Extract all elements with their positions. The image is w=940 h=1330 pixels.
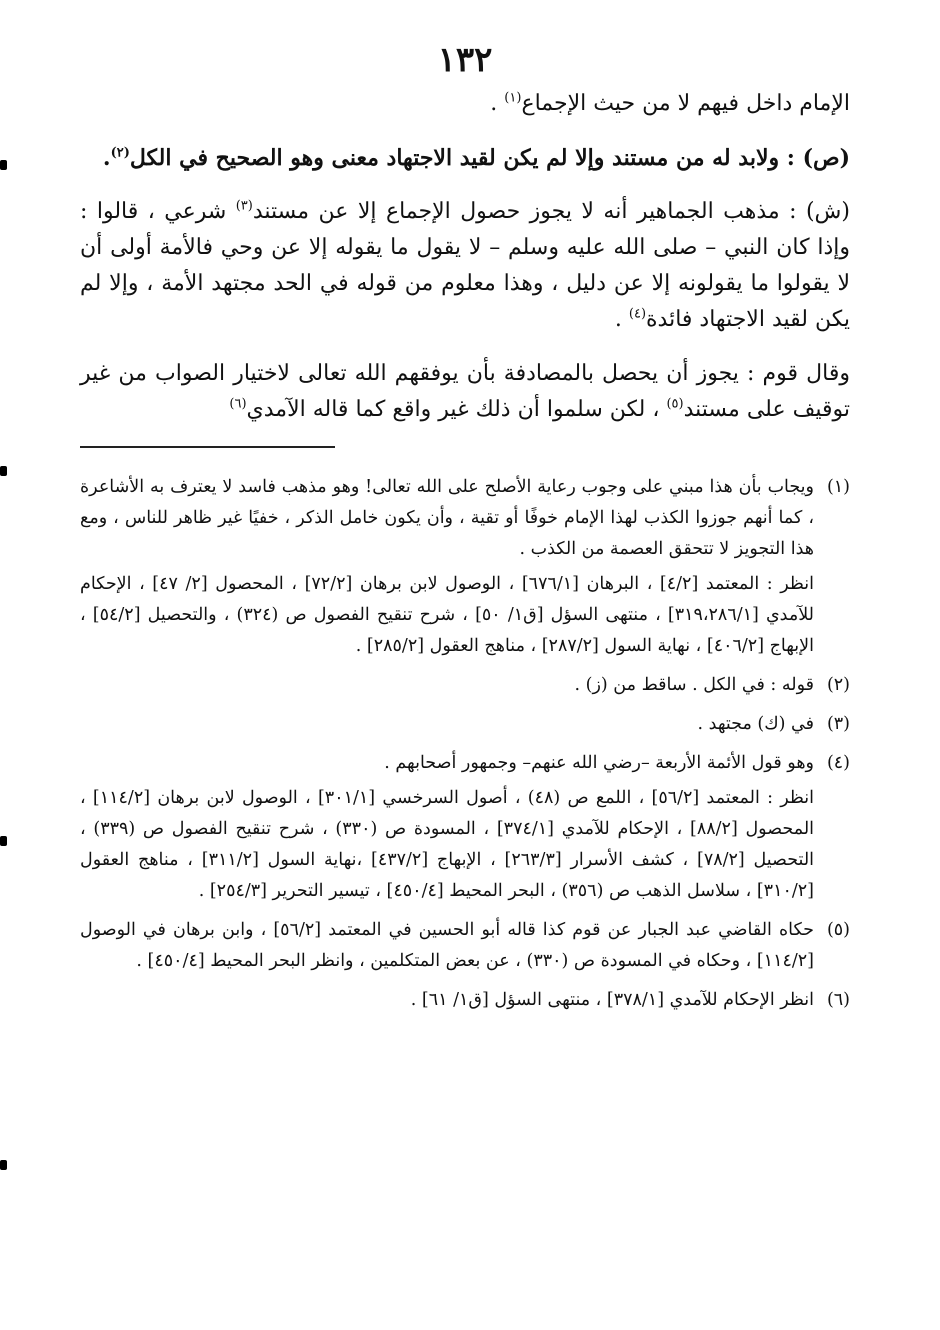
paragraph-text: الإمام داخل فيهم لا من حيث الإجماع (521, 91, 850, 116)
footnote-number: (٥) (826, 920, 850, 940)
footnote-references: انظر : المعتمد [٥٦/٢] ، اللمع ص (٤٨) ، أصول السرخسي [٣٠١/١] ، الوصول لابن برهان [١١٤/٢] ، المحصول [٨٨/٢] ، الإحكام للآمدي [٣٧٤/١] ، المسودة ص (٣٣٠) ، شرح تنقيح الفصول ص (٣٣٩) ، التحصيل [٧٨/٢] ، كشف الأسرار [٢٦٣/٣] ، الإبهاج [٤٣٧/٢] ،نهاية السول [٣١١/٢] ، مناهج العقول [٣١٠/٢] ، سلاسل الذهب ص (٣٥٦) ، البحر المحيط [٤٥٠/٤] ، تيسير التحرير [٢٥٤/٣] . (80, 788, 815, 901)
footnote (80, 472, 850, 662)
body-paragraph (80, 356, 850, 428)
footnote-number: (٦) (826, 990, 850, 1010)
page-number: ١٣٢ (437, 40, 493, 80)
footnote-ref[interactable]: (٤) (628, 306, 647, 322)
sharh-paragraph (80, 194, 850, 338)
matn-paragraph (80, 140, 850, 176)
footnote-ref[interactable]: (٦) (229, 396, 247, 412)
footnotes (80, 472, 850, 1016)
paragraph-text: شرعي ، قالوا : وإذا كان النبي – صلى الله عليه وسلم – لا يقول ما يقوله إلا عن وحي فالأمة أولى أن لا يقولوا ما يقولونه إلا عن دليل ، وهذا معلوم من قوله في الحد مجتهد الأمة ، وإلا لم يكن لقيد الاجتهاد فائدة (80, 199, 850, 332)
paragraph-text: وقال قوم : يجوز أن يحصل بالمصادفة بأن يوفقهم الله تعالى لاختيار الصواب من غير توقيف على مستند (80, 361, 850, 422)
paragraph-text: . (102, 145, 111, 171)
footnote-number: (١) (826, 477, 850, 497)
footnote-ref[interactable]: (١) (504, 90, 522, 106)
paragraph-text: ، لكن سلموا أن ذلك غير واقع كما قاله الآمدي (246, 397, 667, 422)
footnote (80, 670, 850, 701)
footnote-ref[interactable]: (٢) (110, 145, 130, 161)
footnote-number: (٤) (826, 753, 850, 773)
paragraph-text: (ش) : مذهب الجماهير أنه لا يجوز حصول الإجماع إلا عن مستند (252, 199, 850, 224)
footnote-text: وهو قول الأئمة الأربعة –رضي الله عنهم– وجمهور أصحابهم . (384, 753, 814, 773)
body-paragraph (80, 86, 850, 122)
footnote-text: في (ك) مجتهد . (697, 714, 814, 734)
footnote-ref[interactable]: (٥) (666, 396, 684, 412)
footnote (80, 985, 850, 1016)
paragraph-text: . (614, 307, 629, 332)
footnote-number: (٢) (826, 675, 850, 695)
footnote-references: انظر : المعتمد [٤/٢] ، البرهان [٦٧٦/١] ، الوصول لابن برهان [٧٢/٢] ، المحصول [٢/ ٤٧] ، الإحكام للآمدي [٣١٩،٢٨٦/١] ، منتهى السؤل [ق١/ ٥٠] ، شرح تنقيح الفصول ص (٣٢٤) ، والتحصيل [٥٤/٢] ، الإبهاج [٤٠٦/٢] ، نهاية السول [٢٨٧/٢] ، مناهج العقول [٢٨٥/٢] . (80, 574, 815, 656)
footnote-text: حكاه القاضي عبد الجبار عن قوم كذا قاله أبو الحسين في المعتمد [٥٦/٢] ، وابن برهان في الوصول [١١٤/٢] ، وحكاه في المسودة ص (٣٣٠) ، عن بعض المتكلمين ، وانظر البحر المحيط [٤٥٠/٤] . (80, 920, 814, 971)
footnote (80, 915, 850, 977)
paragraph-text: . (490, 91, 505, 116)
margin-mark (0, 1160, 7, 1170)
paragraph-text: (ص) : ولابد له من مستند وإلا لم يكن لقيد الاجتهاد معنى وهو الصحيح في الكل (129, 145, 850, 171)
page (80, 40, 850, 1300)
footnote-text: ويجاب بأن هذا مبني على وجوب رعاية الأصلح على الله تعالى! وهو مذهب فاسد لا يعترف به الأشاعرة ، كما أنهم جوزوا الكذب لهذا الإمام خوفًا أو تقية ، وأن يكون خامل الذكر ، خفيًا غير ظاهر للناس ، ومع هذا التجويز لا تتحقق العصمة من الكذب . (80, 477, 814, 559)
margin-mark (0, 160, 7, 170)
footnote-text: قوله : في الكل . ساقط من (ز) . (574, 675, 814, 695)
footnote (80, 709, 850, 740)
footnote (80, 748, 850, 907)
footnote-text: انظر الإحكام للآمدي [٣٧٨/١] ، منتهى السؤل [ق١/ ٦١] . (410, 990, 814, 1010)
footnote-separator (80, 446, 335, 448)
margin-mark (0, 836, 7, 846)
footnote-ref[interactable]: (٣) (235, 198, 253, 214)
margin-mark (0, 466, 7, 476)
footnote-number: (٣) (826, 714, 850, 734)
